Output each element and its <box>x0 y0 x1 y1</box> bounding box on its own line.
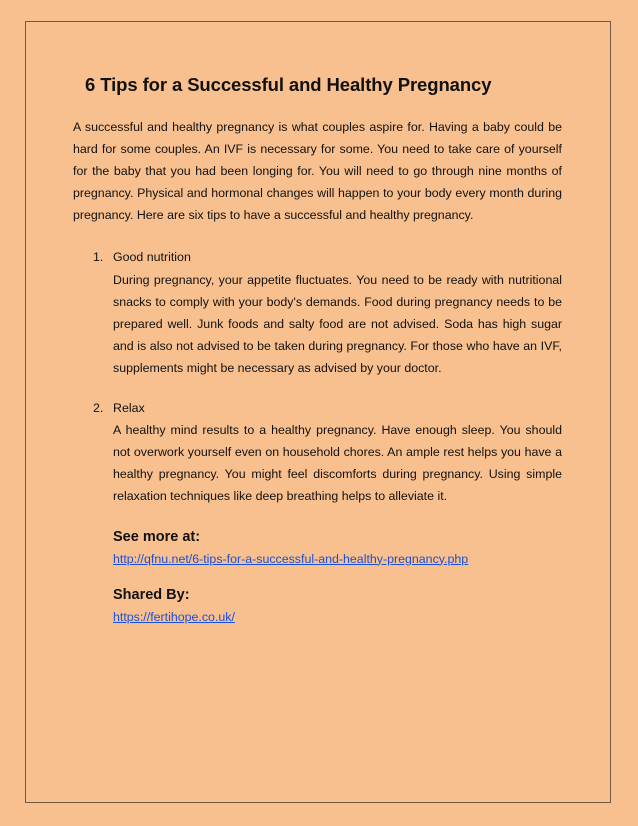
document-content <box>73 74 562 628</box>
shared-by-label: Shared By: <box>113 586 190 603</box>
see-more-link[interactable]: http://qfnu.net/6-tips-for-a-successful-and-healthy-pregnancy.php <box>113 551 469 566</box>
list-number: 2. <box>93 401 104 416</box>
see-more-label: See more at: <box>113 528 201 545</box>
shared-by-block <box>113 584 562 628</box>
links-section <box>73 526 562 628</box>
list-item <box>73 397 562 507</box>
intro-paragraph: A successful and healthy pregnancy is what couples aspire for. Having a baby could be hard for some couples. An IVF is necessary for some. You need to take care of yourself for the baby that you had been longing for. You will need to go through nine months of pregnancy. Physical and hormonal changes will happen to your body every month during pregnancy. Here are six tips to have a successful and healthy pregnancy. <box>73 120 562 223</box>
tip-body: A healthy mind results to a healthy pregnancy. Have enough sleep. You should not overwork yourself even on household chores. An ample rest helps you have a healthy pregnancy. You might feel discomforts during pregnancy. Using simple relaxation techniques like deep breathing helps to alleviate it. <box>113 423 562 504</box>
list-number: 1. <box>93 250 104 265</box>
see-more-block <box>113 526 562 570</box>
list-item <box>73 246 562 379</box>
tips-list <box>73 246 562 507</box>
shared-by-link[interactable]: https://fertihope.co.uk/ <box>113 609 235 624</box>
page-title: 6 Tips for a Successful and Healthy Pregnancy <box>85 74 492 95</box>
tip-body: During pregnancy, your appetite fluctuates. You need to be ready with nutritional snacks to comply with your body's demands. Food during pregnancy needs to be prepared well. Junk foods and salty food are not advised. Soda has high sugar and is also not advised to be taken during pregnancy. For those who have an IVF, supplements might be necessary as advised by your doctor. <box>113 272 562 375</box>
tip-title: Relax <box>113 401 145 416</box>
tip-title: Good nutrition <box>113 250 191 265</box>
